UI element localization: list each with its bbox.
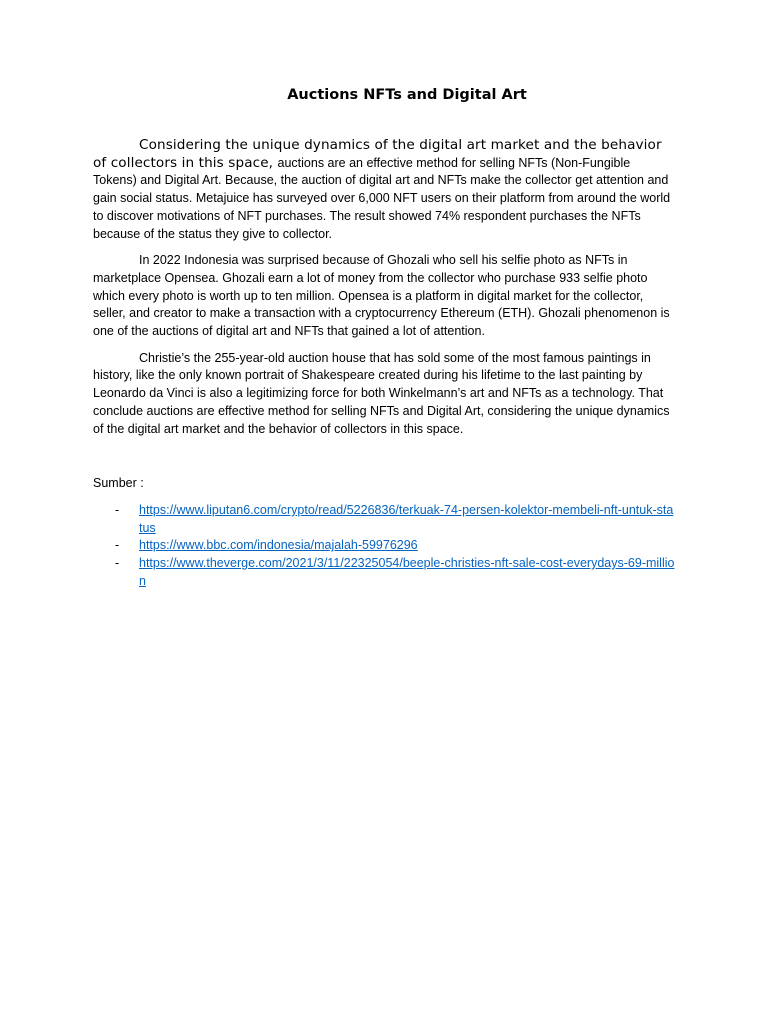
paragraph-2: In 2022 Indonesia was surprised because of Ghozali who sell his selfie photo as NFTs in marketplace Opensea. Ghozali earn a lot of money from the collector who purchase 933 selfie photo which every photo is worth up to ten million. Opensea is a platform in digital market for the collector, seller, and creator to make a transaction with a cryptocurrency Ethereum (ETH). Ghozali phenomenon is one of the auctions of digital art and NFTs that gained a lot of attention. [93, 253, 670, 339]
paragraph-1 [93, 137, 675, 243]
source-item [93, 555, 675, 590]
source-link-liputan6[interactable]: https://www.liputan6.com/crypto/read/5226836/terkuak-74-persen-kolektor-membeli-nft-untuk-status [139, 502, 674, 535]
source-item [93, 502, 675, 537]
source-link-bbc[interactable]: https://www.bbc.com/indonesia/majalah-59976296 [139, 538, 418, 553]
paragraph-1-body: auctions are an effective method for selling NFTs (Non-Fungible Tokens) and Digital Art. Because, the auction of digital art and NFTs make the collector get attention and gain social status. Metajuice has surveyed over 6,000 NFT users on their platform from around the world to discover motivations of NFT purchases. The result showed 74% respondent purchases the NFTs because of the status they give to collector. [93, 155, 671, 241]
list-bullet: - [115, 538, 120, 553]
list-bullet: - [115, 556, 120, 571]
paragraph-1-lead: Considering the unique dynamics of the digital art market and the behavior of collectors in this space, [93, 137, 662, 171]
source-link-theverge[interactable]: https://www.theverge.com/2021/3/11/22325054/beeple-christies-nft-sale-cost-everydays-69-million [139, 556, 675, 588]
list-bullet: - [115, 502, 120, 517]
sources-list [93, 502, 675, 591]
paragraph-3: Christie’s the 255-year-old auction house that has sold some of the most famous paintings in history, like the only known portrait of Shakespeare created during his lifetime to the last painting by Leonardo da Vinci is also a legitimizing force for both Winkelmann’s art and NFTs as a technology. That conclude auctions are effective method for selling NFTs and Digital Art, considering the unique dynamics of the digital art market and the behavior of collectors in this space. [93, 350, 670, 436]
sources-label: Sumber : [93, 476, 144, 491]
document-page [93, 85, 675, 590]
source-item [93, 537, 675, 555]
document-title: Auctions NFTs and Digital Art [287, 87, 527, 103]
